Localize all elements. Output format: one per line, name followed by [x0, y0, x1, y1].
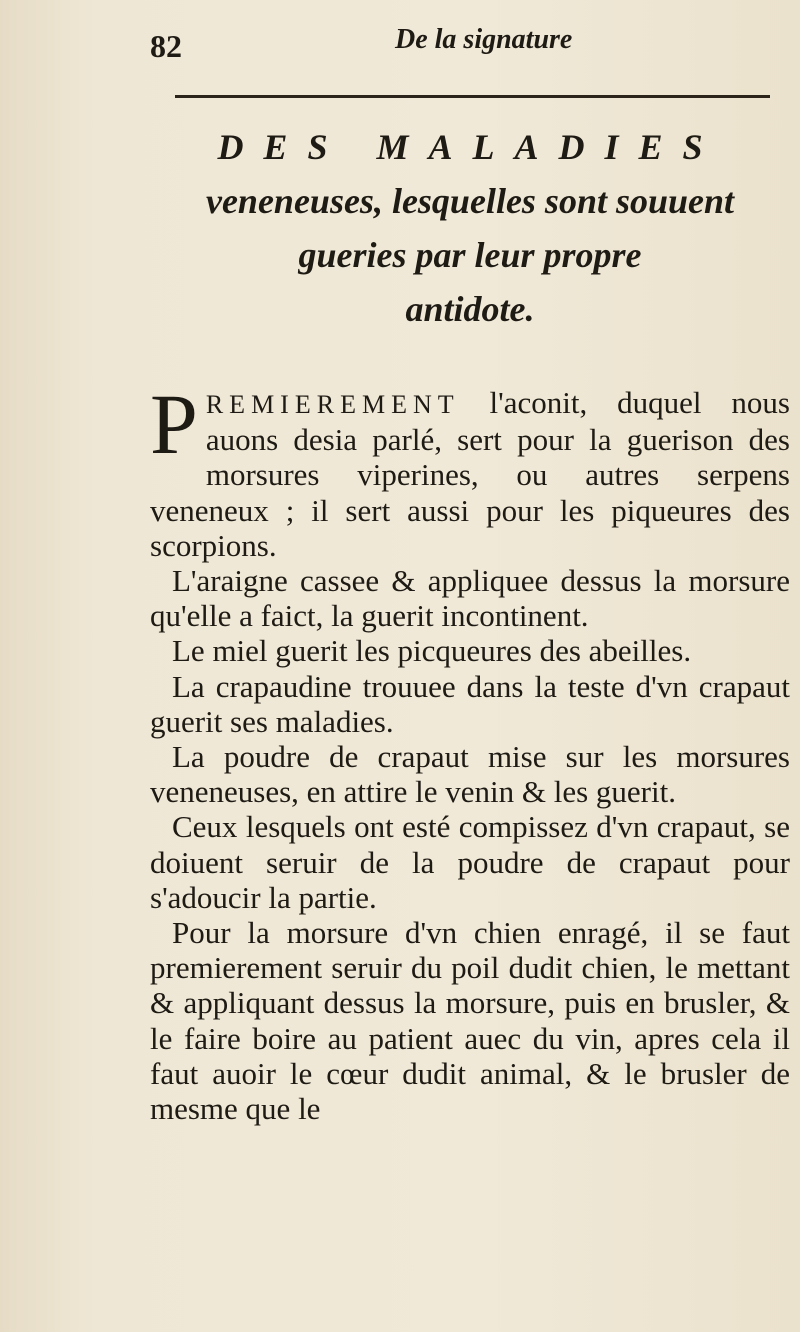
- header-rule: [175, 95, 770, 98]
- chapter-title-line-1: DES MALADIES: [217, 127, 723, 167]
- paragraph-aconit-text: l'aconit, duquel nous auons desia parlé, sert pour la guerison des morsures viperines, ou autres serpens veneneux ; il sert aussi pour les piqueures des scorpions.: [150, 385, 790, 563]
- chapter-title-line-3: gueries par leur propre: [298, 235, 642, 275]
- page-number: 82: [150, 28, 182, 64]
- drop-cap: P: [150, 376, 198, 472]
- page-header: [0, 18, 800, 68]
- paragraph-miel: Le miel guerit les picqueures des abeilles.: [172, 633, 692, 669]
- paragraph-chien-enrage: Pour la morsure d'vn chien enragé, il se faut premierement seruir du poil dudit chien, le mettant & appliquant dessus la morsure, puis en brusler, & le faire boire au patient auec du vin, apres cela il faut auoir le cœur dudit animal, & le brusler de mesme que le: [150, 915, 790, 1127]
- paragraph-aconit: [150, 376, 790, 563]
- chapter-title: [150, 120, 790, 336]
- opening-smallcaps: REMIEREMENT: [205, 390, 460, 419]
- paragraph-poudre-crapaut: La poudre de crapaut mise sur les morsures veneneuses, en attire le venin & les guerit.: [150, 739, 790, 810]
- chapter-title-line-4: antidote.: [405, 289, 535, 329]
- paragraph-compissez: Ceux lesquels ont esté compissez d'vn crapaut, se doiuent seruir de la poudre de crapaut pour s'adoucir la partie.: [150, 809, 790, 915]
- paragraph-araigne: L'araigne cassee & appliquee dessus la morsure qu'elle a faict, la guerit incontinent.: [150, 563, 790, 634]
- running-head: De la signature: [395, 24, 573, 55]
- paragraph-crapaudine: La crapaudine trouuee dans la teste d'vn crapaut guerit ses maladies.: [150, 668, 790, 739]
- chapter-title-line-2: veneneuses, lesquelles sont souuent: [205, 181, 735, 221]
- body-text: [150, 376, 790, 1127]
